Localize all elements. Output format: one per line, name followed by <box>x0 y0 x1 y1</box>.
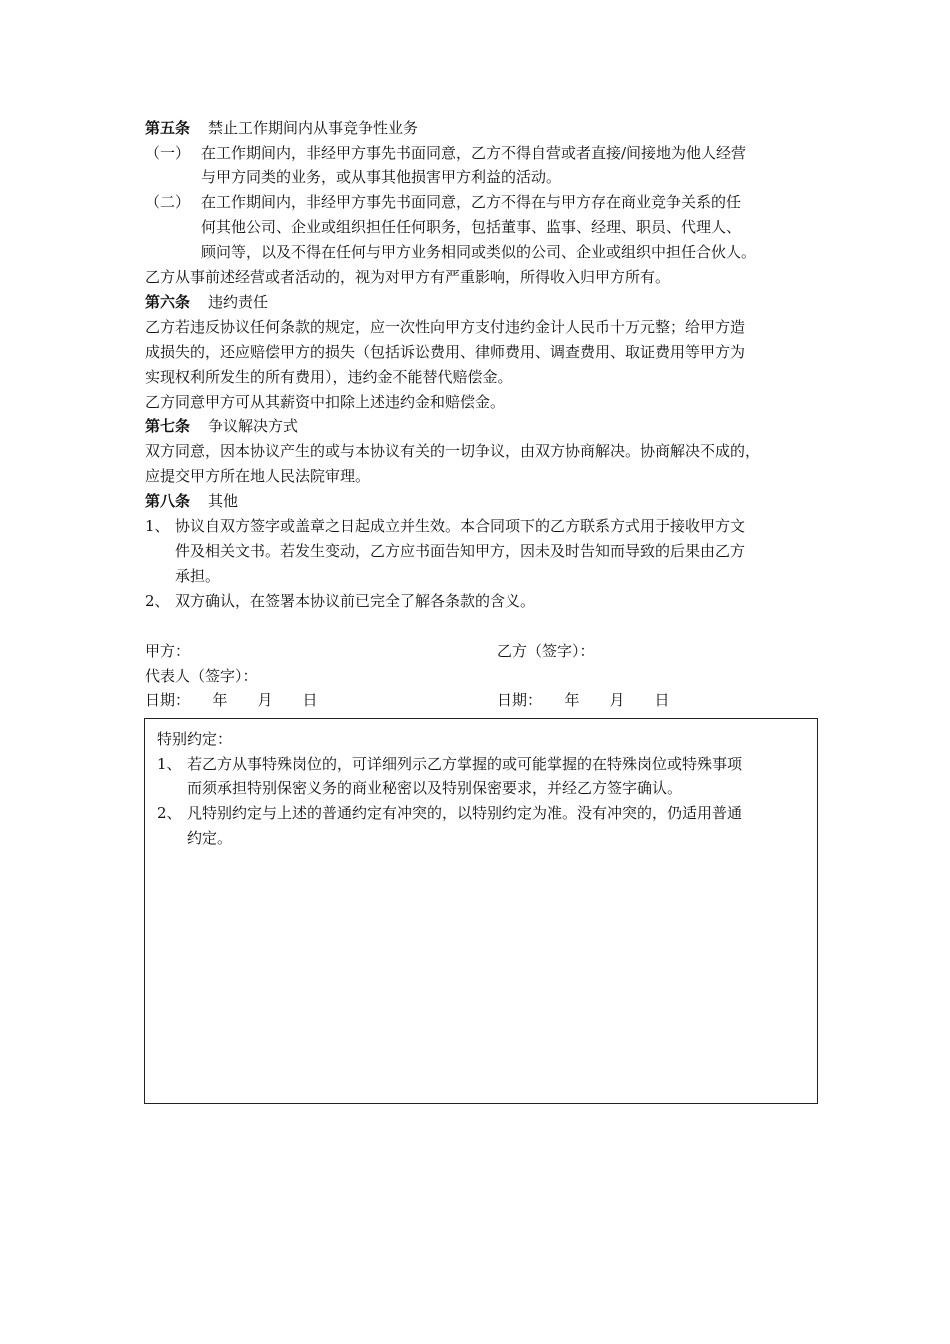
article-7-paragraph: 双方同意，因本协议产生的或与本协议有关的一切争议，由双方协商解决。协商解决不成的， <box>145 442 761 460</box>
item-text: 在工作期间内，非经甲方事先书面同意，乙方不得自营或者直接/间接地为他人经营 <box>201 144 747 162</box>
article-8-heading <box>145 489 810 513</box>
item-text: 双方确认，在签署本协议前已完全了解各条款的含义。 <box>175 592 536 610</box>
item-marker: 2、 <box>145 592 170 610</box>
article-6-paragraph: 乙方若违反协议任何条款的规定，应一次性向甲方支付违约金计人民币十万元整；给甲方造 <box>145 318 746 336</box>
party-b-signature-label: 乙方（签字）： <box>497 642 595 660</box>
item-marker: 2、 <box>157 804 182 822</box>
article-7-title: 争议解决方式 <box>208 417 299 435</box>
item-text: 凡特别约定与上述的普通约定有冲突的，以特别约定为准。没有冲突的，仍适用普通 <box>187 804 743 822</box>
article-7-heading <box>145 414 810 438</box>
article-6-paragraph: 乙方同意甲方可从其薪资中扣除上述违约金和赔偿金。 <box>145 393 506 411</box>
representative-signature-label: 代表人（签字）： <box>145 667 258 685</box>
item-text: 承担。 <box>175 567 221 585</box>
party-a-date-label: 日期： 年 月 日 <box>145 691 318 709</box>
article-7-paragraph: 应提交甲方所在地人民法院审理。 <box>145 467 371 485</box>
party-a-label: 甲方： <box>145 642 191 660</box>
item-marker: 1、 <box>145 517 170 535</box>
item-marker: 1、 <box>157 755 182 773</box>
item-marker: （二） <box>145 193 191 211</box>
party-b-date-label: 日期： 年 月 日 <box>497 691 670 709</box>
article-5-heading <box>145 116 810 140</box>
article-6-paragraph: 成损失的，还应赔偿甲方的损失（包括诉讼费用、律师费用、调查费用、取证费用等甲方为 <box>145 343 746 361</box>
item-text: 何其他公司、企业或组织担任任何职务，包括董事、监事、经理、职员、代理人、 <box>201 218 742 236</box>
item-text: 与甲方同类的业务，或从事其他损害甲方利益的活动。 <box>201 168 562 186</box>
article-6-title: 违约责任 <box>208 293 269 311</box>
item-text: 顾问等，以及不得在任何与甲方业务相同或类似的公司、企业或组织中担任合伙人。 <box>201 243 757 261</box>
article-6-paragraph: 实现权利所发生的所有费用），违约金不能替代赔偿金。 <box>145 368 513 386</box>
article-8-title: 其他 <box>208 492 239 510</box>
item-text: 协议自双方签字或盖章之日起成立并生效。本合同项下的乙方联系方式用于接收甲方文 <box>175 517 746 535</box>
item-text: 而须承担特别保密义务的商业秘密以及特别保密要求，并经乙方签字确认。 <box>187 779 683 797</box>
item-text: 在工作期间内，非经甲方事先书面同意，乙方不得在与甲方存在商业竞争关系的任 <box>201 193 742 211</box>
article-7-number: 第七条 <box>145 417 191 435</box>
article-5-title: 禁止工作期间内从事竞争性业务 <box>208 119 419 137</box>
item-text: 约定。 <box>187 829 233 847</box>
article-5-note: 乙方从事前述经营或者活动的，视为对甲方有严重影响，所得收入归甲方所有。 <box>145 268 671 286</box>
article-6-heading <box>145 290 810 314</box>
article-8-number: 第八条 <box>145 492 191 510</box>
special-agreement-box <box>144 718 818 1104</box>
item-text: 件及相关文书。若发生变动，乙方应书面告知甲方，因未及时告知而导致的后果由乙方 <box>175 542 746 560</box>
item-marker: （一） <box>145 144 191 162</box>
article-5-number: 第五条 <box>145 119 191 137</box>
special-agreement-title: 特别约定： <box>157 730 233 748</box>
item-text: 若乙方从事特殊岗位的，可详细列示乙方掌握的或可能掌握的在特殊岗位或特殊事项 <box>187 755 743 773</box>
article-6-number: 第六条 <box>145 293 191 311</box>
